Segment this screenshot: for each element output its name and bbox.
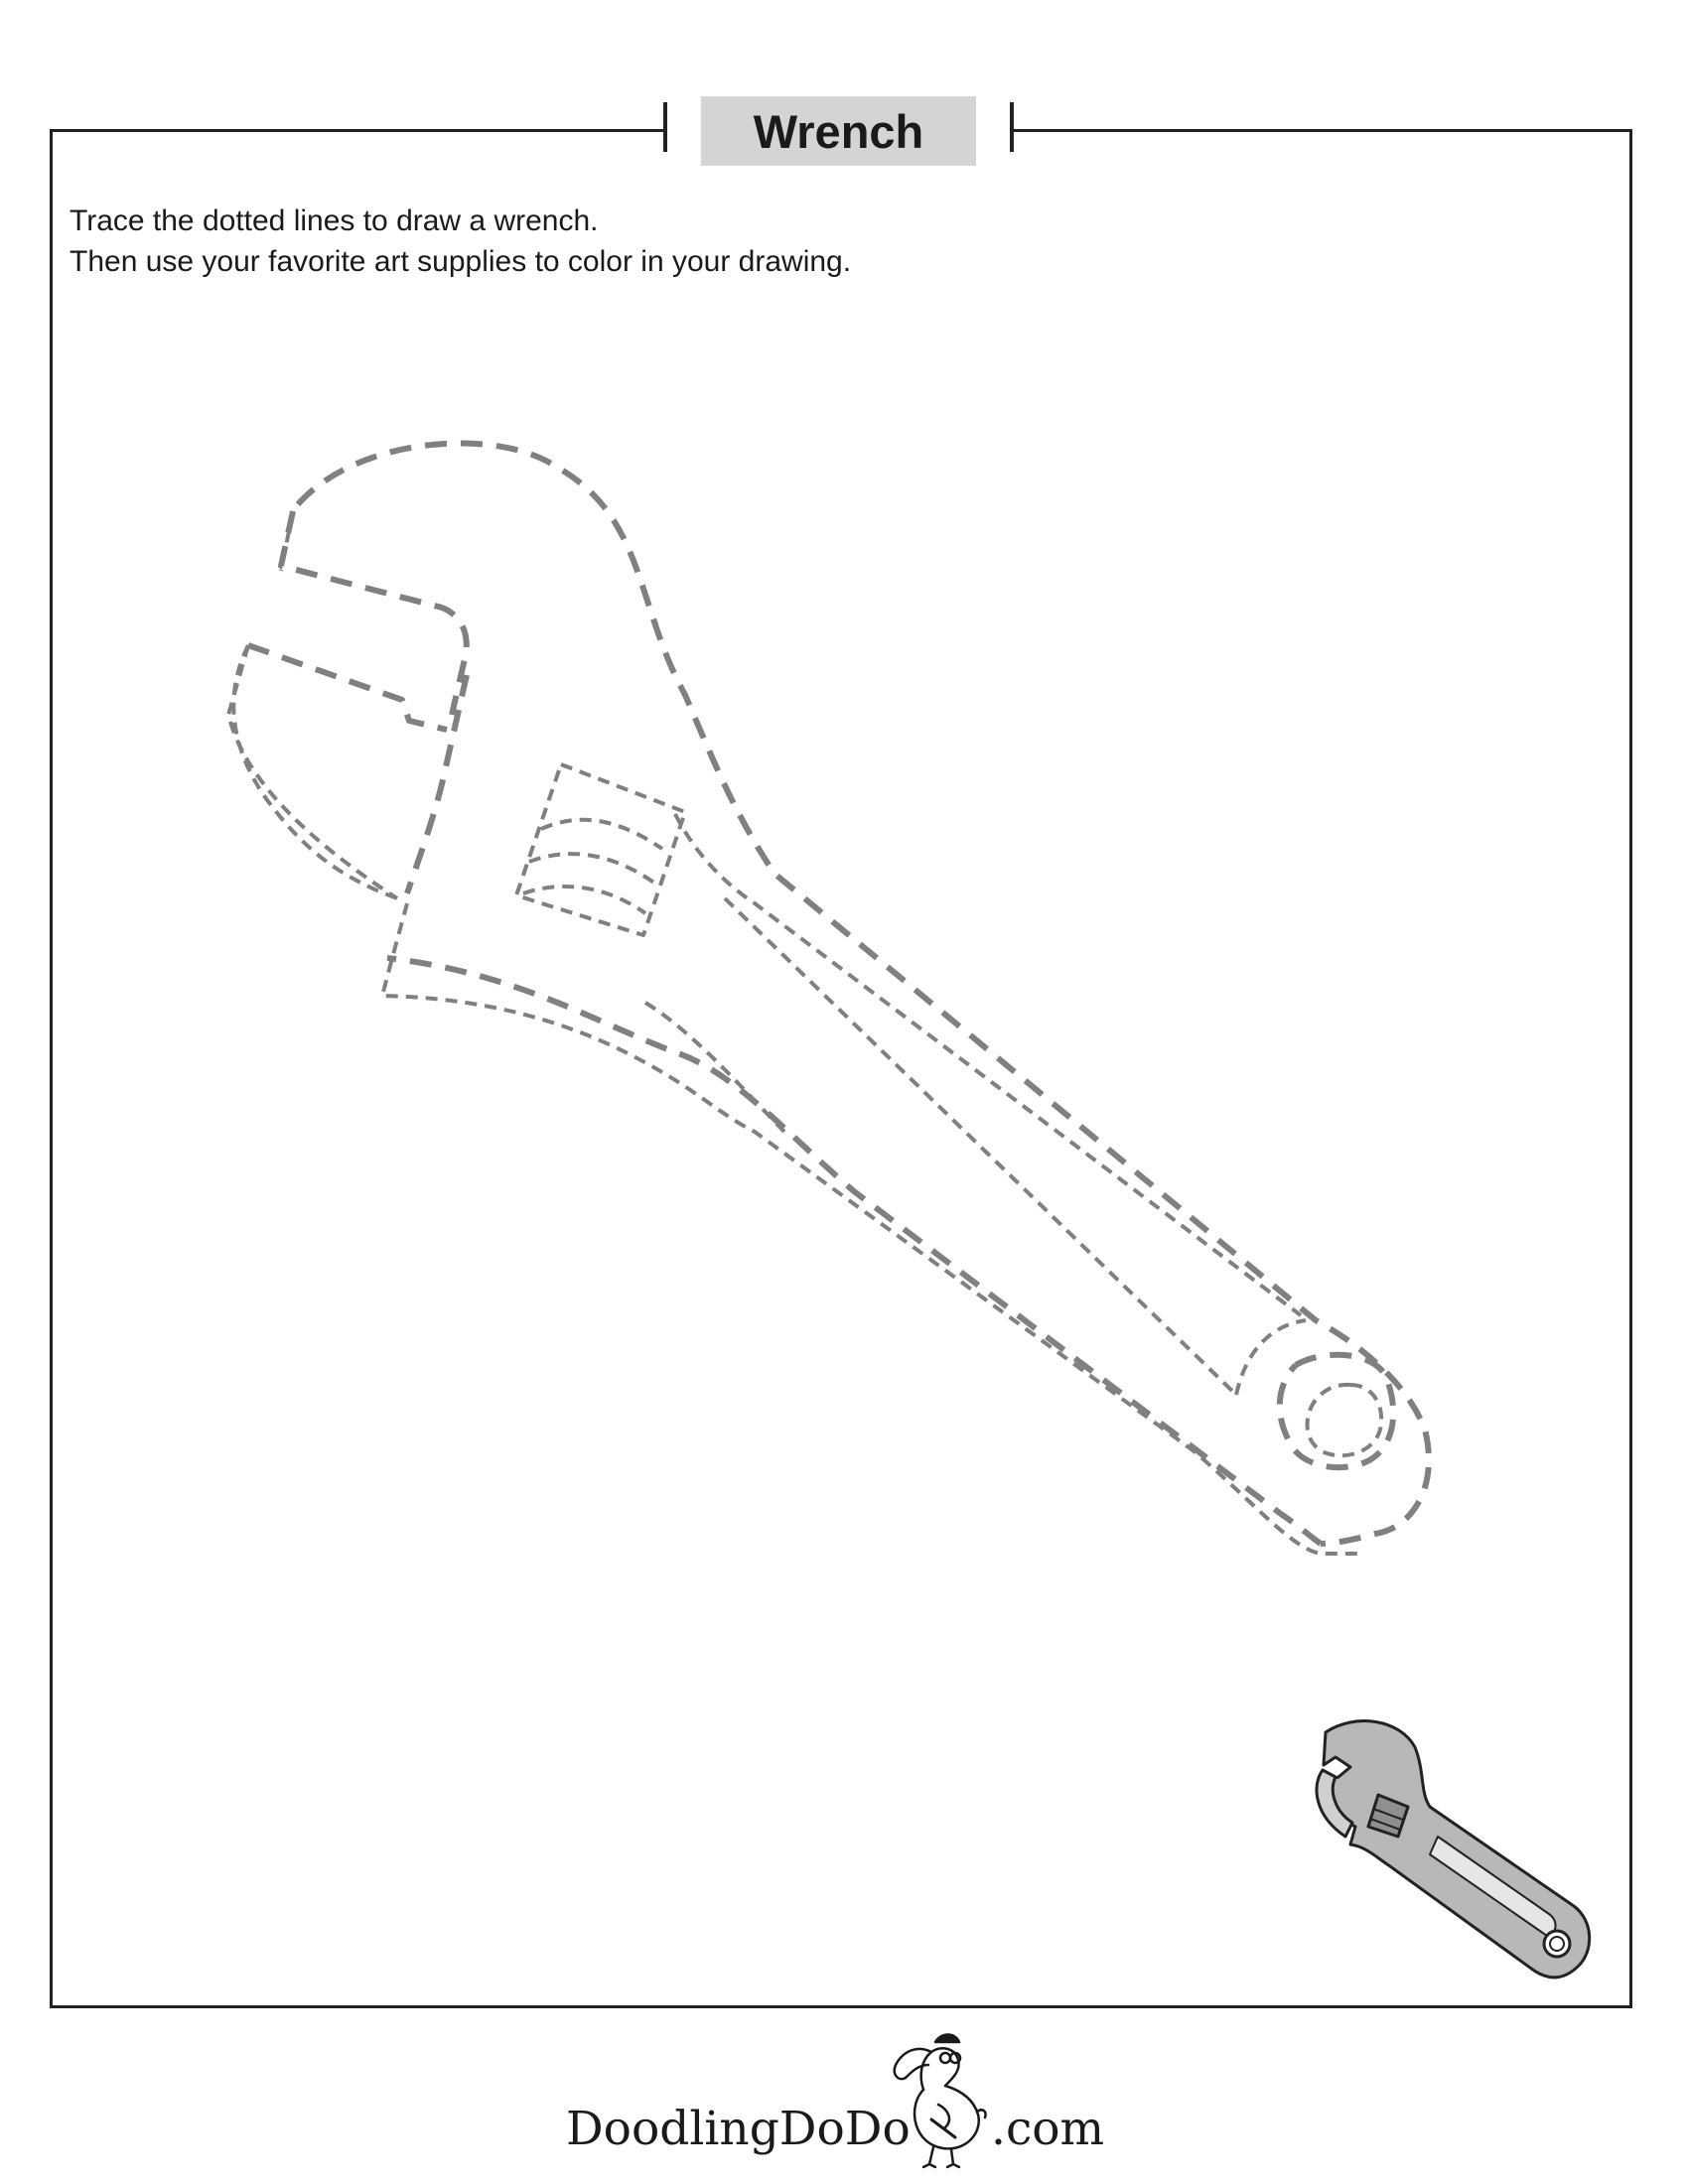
footer-brand (566, 2020, 1122, 2169)
worksheet-title: Wrench (701, 96, 976, 166)
dodo-bird-icon (884, 2020, 993, 2169)
brand-domain: .com (991, 2102, 1105, 2156)
brand-name: DoodlingDoDo (566, 2102, 911, 2156)
instruction-line-2: Then use your favorite art supplies to color in your drawing. (70, 245, 852, 278)
instruction-line-1: Trace the dotted lines to draw a wrench. (70, 205, 599, 237)
